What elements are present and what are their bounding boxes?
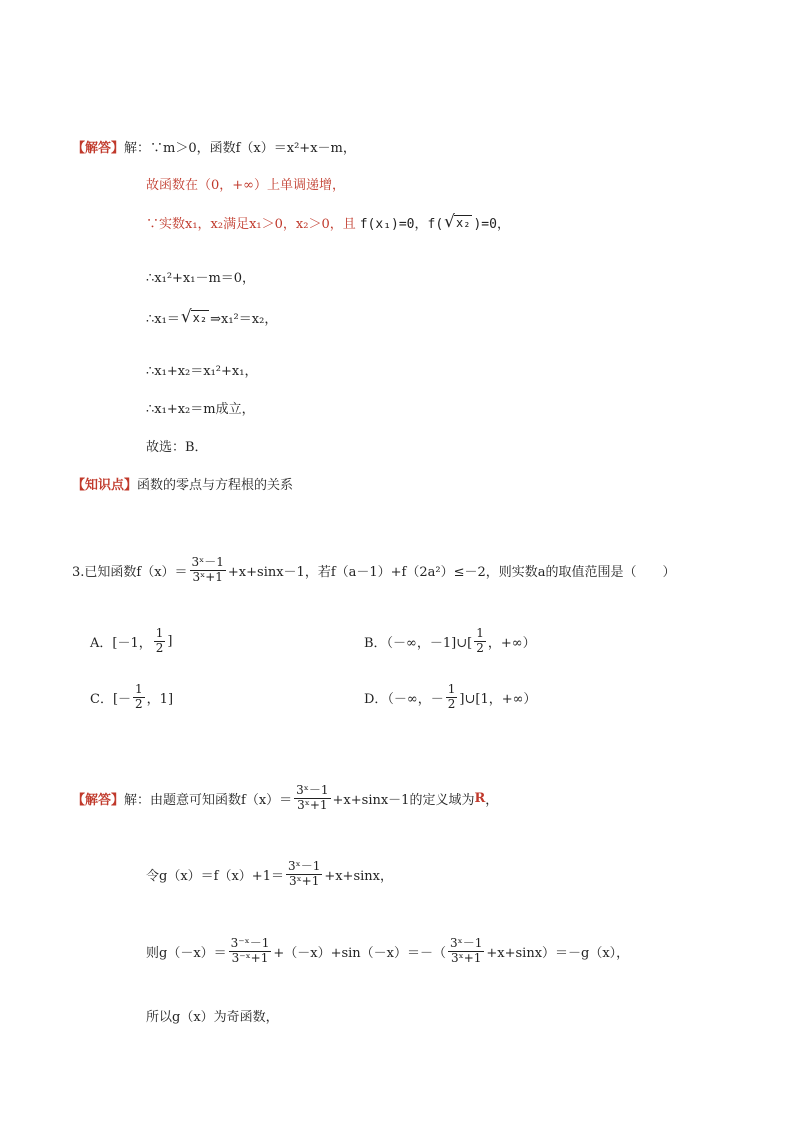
fraction-denominator: 3ˣ+1	[288, 873, 320, 888]
option-text: D．（－∞，－	[364, 691, 444, 707]
fraction	[190, 556, 226, 585]
knowledge-text: 函数的零点与方程根的关系	[137, 478, 294, 493]
solution-text: ∴x₁+x₂＝m成立，	[146, 402, 255, 417]
knowledge-point	[72, 474, 293, 493]
fraction-numerator: 3⁻ˣ－1	[230, 936, 270, 950]
fraction-numerator: 3ˣ－1	[191, 555, 224, 569]
fraction	[286, 860, 322, 889]
knowledge-label: 【知识点】	[72, 478, 138, 493]
fraction-denominator: 3ˣ+1	[192, 569, 223, 584]
fraction-numerator: 1	[155, 626, 164, 640]
fraction	[133, 683, 145, 712]
fraction-denominator: 2	[476, 640, 484, 655]
solution-label: 【解答】	[72, 792, 125, 808]
fraction-numerator: 3ˣ－1	[296, 783, 329, 797]
option-text: ，1]	[146, 691, 174, 707]
solution-1-line-6	[146, 360, 257, 379]
solution-2-line-2	[146, 860, 393, 889]
option-c	[90, 683, 173, 712]
option-a	[90, 627, 172, 656]
solution-text: )=0，	[473, 217, 510, 232]
solution-text: ∴x₁+x₂＝x₁²+x₁，	[146, 364, 258, 379]
solution-1-line-1	[72, 137, 356, 156]
solution-text: f(x₁)=0，f(	[359, 217, 444, 232]
fraction-denominator: 3ˣ+1	[450, 950, 482, 965]
solution-text: 故函数在（0，+∞）上单调递增，	[146, 178, 345, 193]
option-text: B．（－∞，－1]∪[	[364, 635, 473, 651]
sqrt-body: x₂	[192, 310, 208, 325]
option-text: ]	[167, 633, 173, 649]
fraction-denominator: 2	[155, 640, 164, 655]
solution-1-line-3	[146, 213, 510, 232]
solution-1-line-4	[146, 267, 255, 286]
option-b	[364, 627, 536, 656]
fraction-numerator: 3ˣ－1	[450, 936, 483, 950]
fraction	[294, 784, 330, 813]
solution-text: 令g（x）＝f（x）+1＝	[146, 868, 284, 884]
solution-text: 则g（－x）＝	[146, 945, 227, 961]
solution-text: ∵实数x₁，x₂满足x₁＞0，x₂＞0，且	[146, 217, 356, 232]
solution-text: 解：∵m＞0，函数f（x）＝x²+x－m，	[124, 141, 356, 156]
solution-1-line-7	[146, 398, 255, 417]
fraction	[474, 627, 486, 656]
fraction-denominator: 2	[447, 696, 456, 711]
solution-1-line-5	[146, 308, 277, 327]
solution-text: ⇒x₁²＝x₂，	[210, 312, 278, 327]
sqrt-expression: √ x₂	[444, 212, 471, 232]
solution-1-line-2	[146, 174, 345, 193]
fraction-denominator: 3ˣ+1	[297, 797, 328, 812]
fraction	[154, 627, 166, 656]
solution-text-emphasis: R	[474, 790, 486, 806]
question-text: +x+sinx－1，若f（a－1）+f（2a²）≤－2，则实数a的取值范围是（ ）	[227, 564, 676, 580]
solution-text: ∴x₁²+x₁－m＝0，	[146, 271, 256, 286]
fraction-denominator: 3⁻ˣ+1	[231, 950, 269, 965]
option-text: C．[－	[90, 691, 132, 707]
fraction-denominator: 2	[135, 696, 143, 711]
fraction-numerator: 1	[476, 626, 484, 640]
solution-label: 【解答】	[72, 141, 125, 156]
question-text: 3.已知函数f（x）＝	[72, 564, 188, 580]
fraction-numerator: 1	[135, 682, 143, 696]
sqrt-body: x₂	[456, 215, 471, 230]
fraction	[229, 937, 272, 966]
option-text: ，+∞）	[487, 635, 536, 651]
solution-text: ，	[485, 792, 499, 808]
solution-2-line-4	[146, 1006, 279, 1025]
option-text: ]∪[1，+∞）	[459, 691, 537, 707]
fraction-numerator: 1	[447, 682, 456, 696]
sqrt-expression: √ x₂	[180, 307, 208, 327]
solution-text: 故选：B．	[146, 440, 208, 455]
solution-2-line-3	[146, 937, 629, 966]
fraction	[446, 683, 458, 712]
option-text: A．[－1，	[90, 635, 152, 651]
solution-text: +x+sinx）＝－g（x），	[486, 945, 630, 961]
solution-2-line-1	[72, 784, 498, 813]
fraction	[448, 937, 484, 966]
solution-text: +x+sinx，	[324, 868, 393, 884]
solution-1-line-8	[146, 436, 208, 455]
solution-text: +（－x）+sin（－x）＝－（	[273, 945, 447, 961]
question-3-stem	[72, 556, 676, 585]
solution-text: 解：由题意可知函数f（x）＝	[124, 792, 293, 808]
solution-text: +x+sinx－1的定义域为	[332, 792, 475, 808]
option-d	[364, 683, 536, 712]
solution-text: 所以g（x）为奇函数，	[146, 1010, 279, 1025]
fraction-numerator: 3ˣ－1	[287, 859, 321, 873]
solution-text: ∴x₁＝	[146, 312, 180, 327]
